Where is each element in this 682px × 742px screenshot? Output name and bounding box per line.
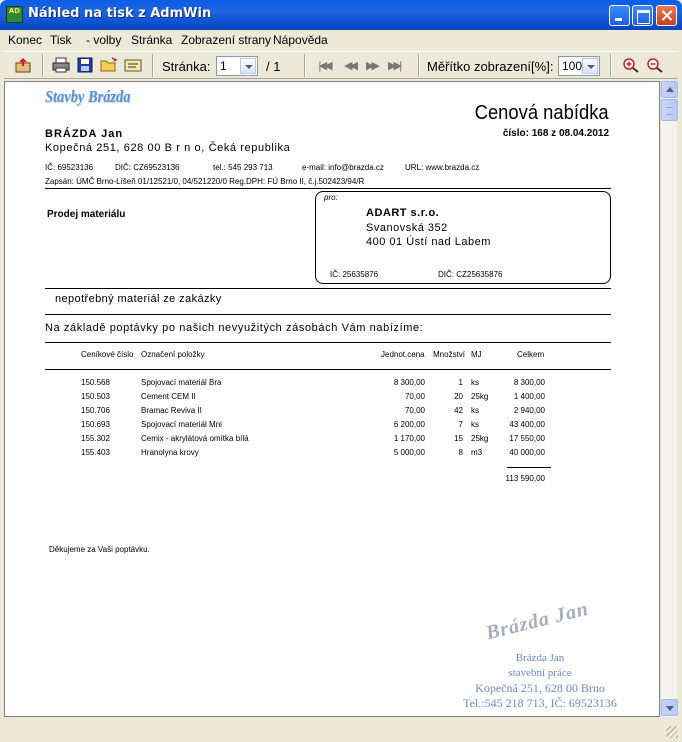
cell-name: Spojovací materiál Mni (141, 420, 222, 429)
table-row (5, 378, 660, 391)
cell-price: 8 300,00 (393, 378, 425, 387)
table-row (5, 448, 660, 461)
recipient-box (315, 191, 611, 284)
cell-unit: 25kg (471, 434, 489, 443)
company-url: URL: www.brazda.cz (405, 163, 480, 172)
cell-code: 150.706 (81, 406, 110, 415)
cell-price: 70,00 (404, 392, 425, 401)
open-icon[interactable] (100, 57, 118, 73)
cell-total: 17 550,00 (509, 434, 545, 443)
menu-bar (0, 30, 682, 50)
recipient-pro-label: pro: (324, 193, 338, 202)
menu-tisk[interactable]: Tisk (50, 33, 72, 47)
document-title: Cenová nabídka (474, 102, 609, 124)
app-icon: AD (6, 6, 23, 23)
close-icon (657, 6, 676, 25)
cell-unit: 25kg (471, 392, 489, 401)
cell-price: 70,00 (404, 406, 425, 415)
signature-block (425, 607, 655, 711)
cell-qty: 8 (458, 448, 463, 457)
print-preview-page[interactable] (4, 81, 660, 717)
scroll-down-icon[interactable] (661, 699, 678, 716)
cell-unit: ks (471, 406, 479, 415)
menu-konec[interactable]: Konec (8, 33, 43, 47)
status-bar (0, 718, 682, 742)
col-header-code: Ceníkové číslo (81, 350, 134, 359)
email-icon[interactable] (124, 57, 142, 73)
cell-total: 43 400,00 (509, 420, 545, 429)
cell-code: 150.693 (81, 420, 110, 429)
maximize-icon (633, 6, 652, 25)
offer-intro: Na základě poptávky po našich nevyužitých zásobách Vám nabízíme: (45, 322, 424, 334)
cell-total: 8 300,00 (513, 378, 545, 387)
table-row (5, 406, 660, 419)
sig-line-contact: Tel.:545 218 713, IČ: 69523136 (463, 696, 617, 710)
scroll-up-icon[interactable] (661, 81, 678, 98)
col-header-total: Celkem (517, 350, 545, 359)
table-header (5, 350, 660, 363)
vertical-scrollbar[interactable] (660, 81, 677, 717)
cell-price: 1 170,00 (393, 434, 425, 443)
company-address: Kopečná 251, 628 00 B r n o, Čeká republika (45, 142, 291, 154)
title-bar[interactable] (0, 0, 682, 30)
chevron-down-icon[interactable] (582, 58, 598, 74)
cell-name: Spojovací materiál Bra (141, 378, 222, 387)
sig-line-trade: stavební práce (508, 667, 572, 679)
cell-unit: ks (471, 378, 479, 387)
menu-stranka[interactable]: Stránka (131, 33, 173, 47)
toolbar (4, 51, 678, 79)
thanks-text: Děkujeme za Vaši poptávku. (49, 545, 150, 554)
company-tel: tel.: 545 293 713 (213, 163, 273, 172)
zoom-label: Měřítko zobrazení[%]: (427, 59, 554, 74)
company-dic: DIČ: CZ69523136 (115, 163, 180, 172)
chevron-down-icon[interactable] (240, 58, 256, 74)
menu-volby[interactable]: - volby (86, 33, 122, 47)
close-button[interactable] (656, 5, 677, 26)
cell-price: 5 000,00 (393, 448, 425, 457)
cell-qty: 20 (454, 392, 463, 401)
zoom-select[interactable] (558, 56, 600, 76)
sig-line-name: Brázda Jan (515, 652, 565, 664)
exit-icon[interactable] (14, 57, 32, 73)
document-number: číslo: 168 z 08.04.2012 (502, 128, 609, 139)
cell-name: Hranolyna krovy (141, 448, 199, 457)
cell-code: 150.568 (81, 378, 110, 387)
company-ic: IČ: 69523136 (45, 163, 94, 172)
next-page-icon[interactable]: ▶▶ (366, 59, 377, 72)
cell-price: 6 200,00 (393, 420, 425, 429)
recipient-name: ADART s.r.o. (366, 207, 440, 219)
col-header-qty: Množství (433, 350, 466, 359)
print-icon[interactable] (52, 57, 70, 73)
cell-qty: 1 (458, 378, 463, 387)
cell-code: 155.403 (81, 448, 110, 457)
offer-subject: nepotřebný materiál ze zakázky (55, 293, 222, 305)
recipient-city: 400 01 Ústí nad Labem (366, 236, 491, 248)
grand-total: 113 590,00 (505, 474, 545, 483)
window-title: Náhled na tisk z AdmWin (28, 6, 212, 21)
last-page-icon[interactable]: ▶▶| (388, 59, 400, 72)
recipient-street: Svanovská 352 (366, 222, 448, 234)
menu-zobrazeni-strany[interactable]: Zobrazení strany (181, 33, 272, 47)
cell-unit: m3 (471, 448, 483, 457)
cell-name: Cement CEM II (141, 392, 196, 401)
cell-qty: 7 (458, 420, 463, 429)
cell-name: Bramac Reviva II (141, 406, 202, 415)
first-page-icon[interactable]: |◀◀ (318, 59, 330, 72)
zoom-out-icon[interactable] (646, 57, 664, 73)
table-total-row (5, 474, 660, 487)
cell-code: 150.503 (81, 392, 110, 401)
minimize-icon (610, 6, 629, 25)
cell-unit: ks (471, 420, 479, 429)
company-logo: Stavby Brázda (45, 87, 131, 106)
section-label: Prodej materiálu (47, 209, 126, 220)
recipient-ic: IČ: 25635876 (330, 270, 379, 279)
menu-napoveda[interactable]: Nápověda (273, 33, 328, 47)
cell-total: 1 400,00 (513, 392, 545, 401)
save-icon[interactable] (76, 57, 94, 73)
scroll-thumb[interactable] (661, 99, 678, 121)
sig-line-address: Kopečná 251, 628 00 Brno (475, 681, 605, 695)
prev-page-icon[interactable]: ◀◀ (344, 59, 355, 72)
cell-qty: 42 (454, 406, 463, 415)
col-header-name: Označení položky (141, 350, 205, 359)
registration-info: Zapsán: ÚMČ Brno-Líšeň 01/12521/0, 04/521220/0 Reg.DPH: FÚ Brno II, č.j.502423/94/R (45, 177, 365, 186)
cell-name: Cemix - akrylátová omítka bílá (141, 434, 249, 443)
cell-total: 2 940,00 (513, 406, 545, 415)
col-header-unit: MJ (471, 350, 482, 359)
company-email: e-mail: info@brazda.cz (302, 163, 384, 172)
table-row (5, 420, 660, 433)
signature-image: Brázda Jan (483, 597, 592, 645)
zoom-in-icon[interactable] (622, 57, 640, 73)
minimize-button[interactable] (609, 5, 630, 26)
recipient-dic: DIČ: CZ25635876 (438, 270, 503, 279)
zoom-select-value: 100 (562, 59, 583, 73)
col-header-price: Jednot.cena (381, 350, 425, 359)
cell-qty: 15 (454, 434, 463, 443)
page-total: / 1 (266, 59, 281, 74)
maximize-button[interactable] (632, 5, 653, 26)
table-row (5, 392, 660, 405)
page-label: Stránka: (162, 59, 211, 74)
resize-grip-icon[interactable] (666, 726, 678, 738)
page-select-value: 1 (220, 59, 227, 73)
cell-code: 155.302 (81, 434, 110, 443)
cell-total: 40 000,00 (509, 448, 545, 457)
table-row (5, 434, 660, 447)
page-select[interactable] (216, 56, 258, 76)
company-name: BRÁZDA Jan (45, 128, 124, 140)
